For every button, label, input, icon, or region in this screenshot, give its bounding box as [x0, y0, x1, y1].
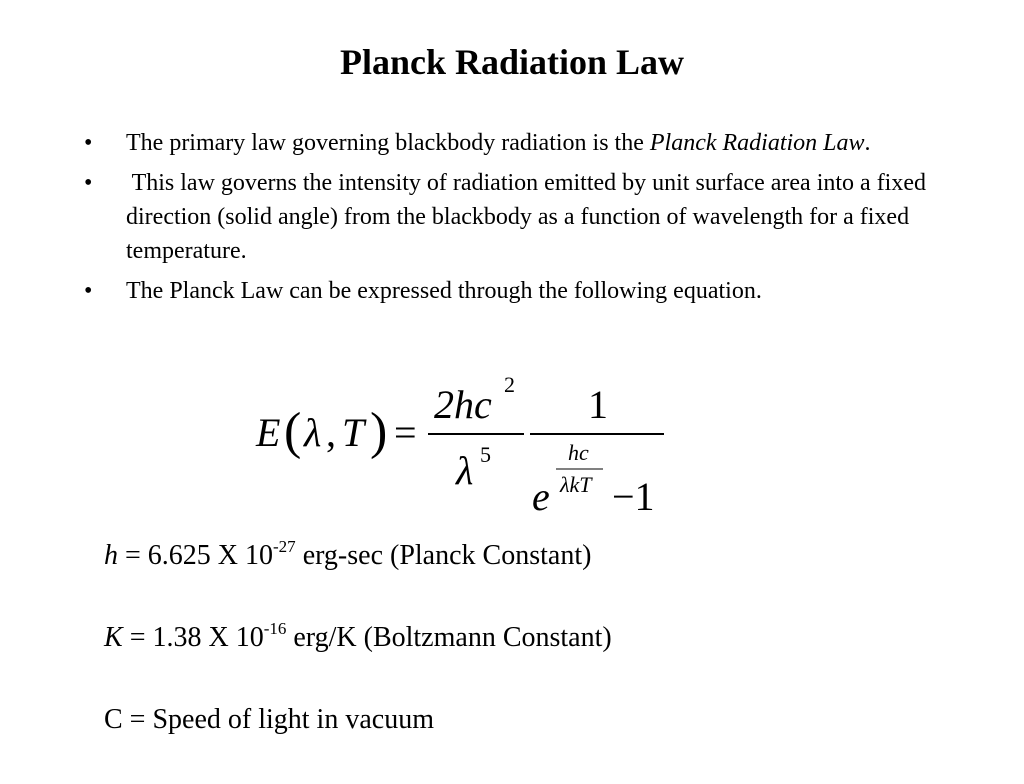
bullet-text: The Planck Law can be expressed through the following equation.: [126, 278, 762, 304]
eq-exp-base: e: [532, 474, 550, 519]
eq-open-paren: (: [284, 403, 302, 460]
definition-description: erg/K (Boltzmann Constant): [286, 622, 612, 653]
definition-exponent: -16: [263, 619, 287, 638]
definition-boltzmann-constant: [104, 620, 612, 656]
definition-symbol: K: [104, 622, 123, 653]
eq-exp-numerator: hc: [568, 440, 589, 465]
eq-frac1-num-exponent: 2: [504, 372, 515, 397]
eq-T: T: [342, 410, 365, 455]
eq-frac2-numerator: 1: [588, 382, 608, 427]
definition-text: C = Speed of light in vacuum: [104, 704, 434, 735]
definition-value: = 6.625 X 10: [118, 540, 274, 571]
eq-frac1-denominator: λ: [456, 448, 474, 493]
eq-frac1-den-exponent: 5: [480, 442, 491, 467]
planck-equation: [0, 368, 1024, 528]
definition-exponent: -27: [273, 537, 296, 556]
bullet-list: [0, 126, 1024, 314]
equation-svg: [0, 368, 1024, 528]
definition-speed-of-light: [104, 702, 612, 738]
bullet-emphasis: Planck Radiation Law: [649, 130, 865, 156]
bullet-item: [0, 126, 1024, 160]
eq-frac1-numerator: 2hc: [434, 382, 492, 427]
eq-equals: =: [394, 410, 417, 455]
bullet-text-end: .: [864, 130, 871, 156]
eq-minus-one: −1: [612, 474, 655, 519]
definition-description: erg-sec (Planck Constant): [295, 540, 592, 571]
eq-E: E: [256, 410, 281, 455]
eq-lambda: λ: [304, 410, 322, 455]
bullet-text: This law governs the intensity of radiation emitted by unit surface area into a fixed direction (solid angle) from the blackbody as a function of wavelength for a fixed temperature.: [126, 170, 927, 264]
slide-title: Planck Radiation Law: [339, 42, 685, 82]
bullet-marker: •: [84, 278, 93, 304]
constant-definitions: [104, 538, 612, 784]
eq-comma: ,: [326, 410, 336, 455]
bullet-item: [0, 274, 1024, 308]
bullet-marker: •: [84, 130, 93, 156]
definition-planck-constant: [104, 538, 612, 574]
bullet-item: [0, 166, 1024, 268]
definition-symbol: h: [104, 540, 118, 571]
eq-close-paren: ): [370, 403, 388, 460]
bullet-marker: •: [84, 170, 93, 196]
bullet-text: The primary law governing blackbody radiation is the: [126, 130, 650, 156]
eq-exp-denominator: λkT: [560, 472, 592, 497]
definition-value: = 1.38 X 10: [122, 622, 264, 653]
